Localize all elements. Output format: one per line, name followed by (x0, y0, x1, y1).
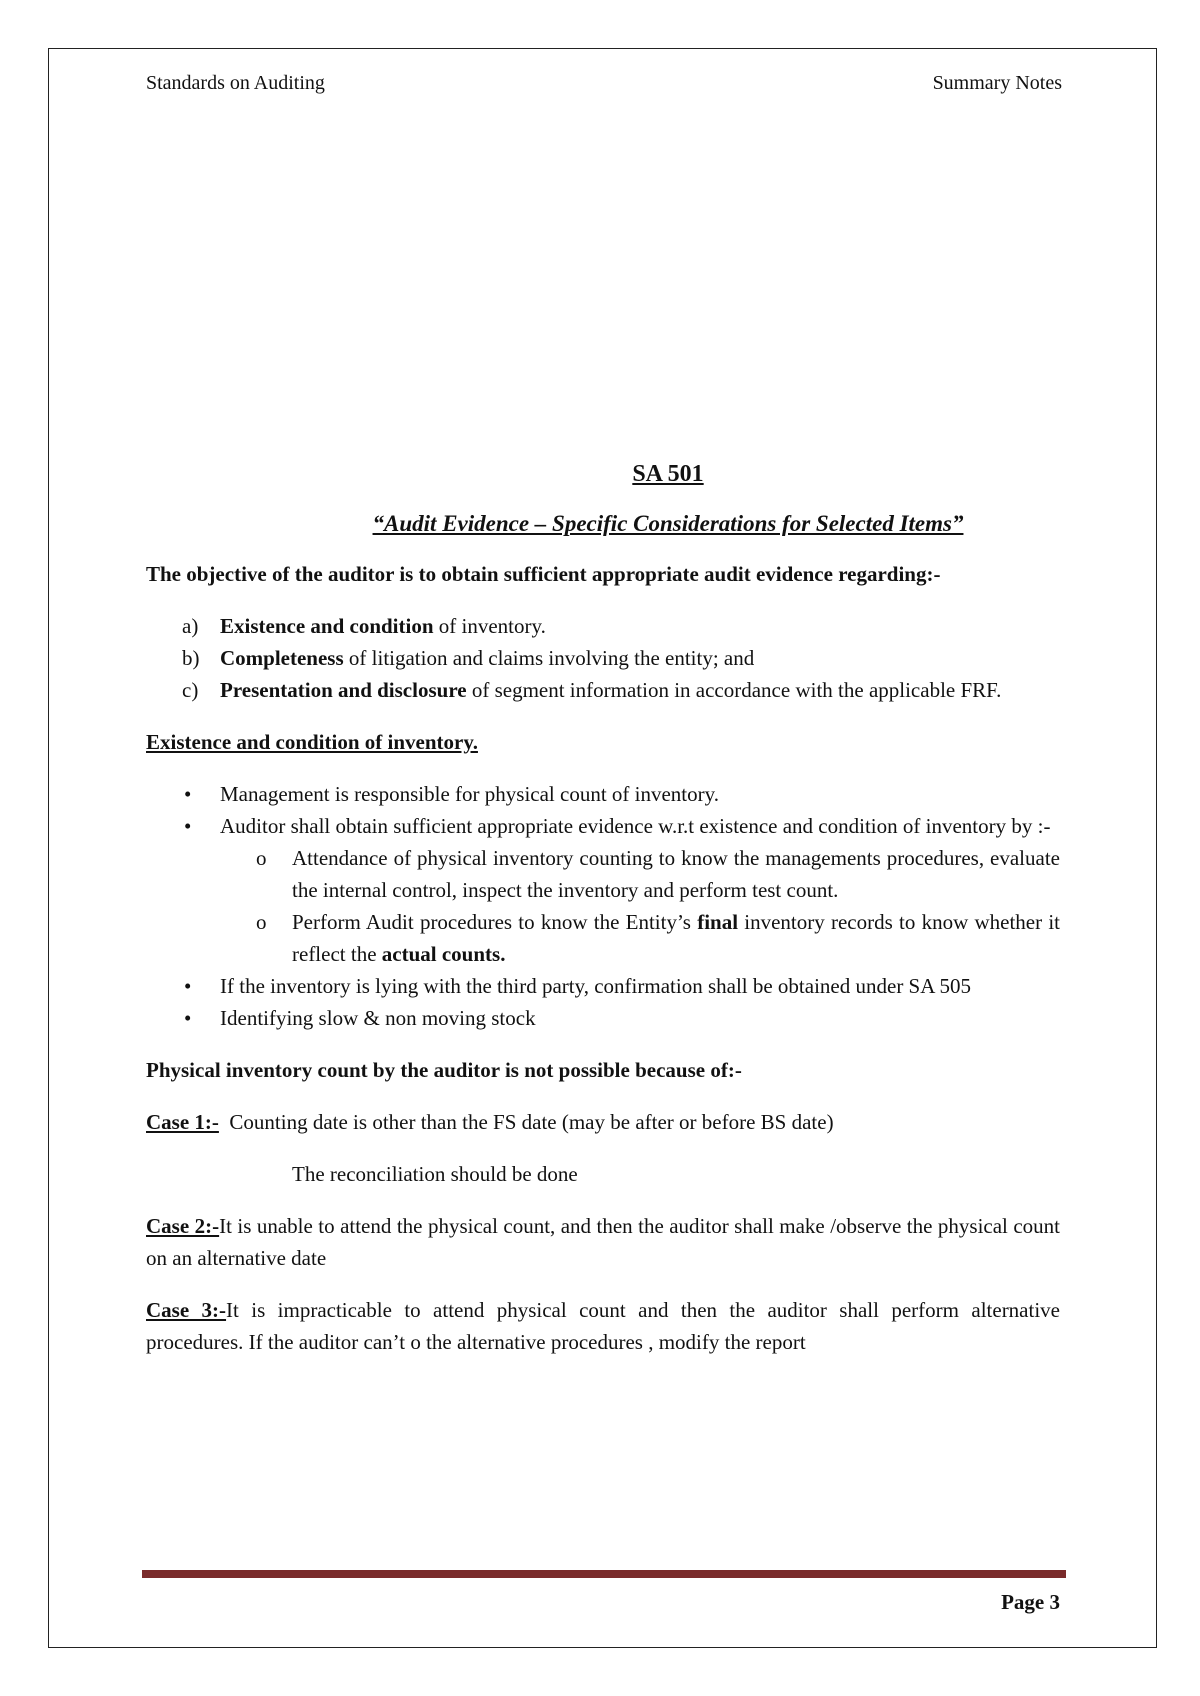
objective-item-a (146, 610, 1060, 642)
circle-bullet-icon: o (256, 846, 267, 870)
objective-bold: Completeness (220, 646, 344, 670)
inventory-bullets (146, 778, 1060, 1034)
objective-bold: Existence and condition (220, 614, 434, 638)
bullet-item (146, 778, 1060, 810)
physical-count-heading-text: Physical inventory count by the auditor is not possible because of:- (146, 1058, 742, 1082)
physical-count-heading (146, 1054, 1060, 1086)
objective-item-b (146, 642, 1060, 674)
emphasis-final: final (697, 910, 739, 934)
list-marker: b) (182, 646, 200, 670)
header-right: Summary Notes (932, 72, 1062, 94)
case-3 (146, 1294, 1060, 1358)
sub-bullet-text: Attendance of physical inventory counting to know the managements procedures, evaluate the internal control, inspect the inventory and perform test count. (292, 846, 1060, 902)
header-left: Standards on Auditing (146, 72, 325, 94)
case-1-note: The reconciliation should be done (292, 1162, 578, 1186)
bullet-icon: • (184, 814, 192, 838)
list-marker: a) (182, 614, 199, 638)
objective-text: of inventory. (433, 614, 546, 638)
case-2-text: It is unable to attend the physical count, and then the auditor shall make /observe the physical count on an alternative date (146, 1214, 1060, 1270)
page-title: SA 501 (632, 461, 704, 487)
objective-bold: Presentation and disclosure (220, 678, 467, 702)
sub-bullet-item (220, 842, 1060, 906)
page-number: Page 3 (1001, 1590, 1060, 1614)
section-heading-inventory: Existence and condition of inventory. (146, 730, 478, 754)
bullet-item (146, 970, 1060, 1002)
bullet-text: Auditor shall obtain sufficient appropriate evidence w.r.t existence and condition of inventory by :- (220, 814, 1051, 838)
case-1-label: Case 1:- (146, 1110, 219, 1134)
objective-statement: The objective of the auditor is to obtain sufficient appropriate audit evidence regarding:- (146, 562, 941, 586)
page-content (146, 458, 1060, 1378)
bullet-item (146, 1002, 1060, 1034)
emphasis-actual-counts: actual counts. (381, 942, 506, 966)
case-3-text: It is impracticable to attend physical count and then the auditor shall perform alternative procedures. If the auditor can’t o the alternative procedures , modify the report (146, 1298, 1060, 1354)
circle-bullet-icon: o (256, 910, 267, 934)
bullet-icon: • (184, 782, 192, 806)
sub-bullets (220, 842, 1060, 970)
objectives-list (146, 610, 1060, 706)
page-subtitle: “Audit Evidence – Specific Considerations for Selected Items” (372, 511, 964, 536)
sub-bullet-item (220, 906, 1060, 970)
bullet-item (146, 810, 1060, 970)
bullet-text: Management is responsible for physical count of inventory. (220, 782, 720, 806)
sub-bullet-text: Perform Audit procedures to know the Entity’s (292, 910, 698, 934)
case-2-label: Case 2:- (146, 1214, 220, 1238)
objective-text: of segment information in accordance with the applicable FRF. (466, 678, 1002, 702)
footer-rule (142, 1570, 1066, 1578)
case-1 (146, 1106, 1060, 1138)
case-2 (146, 1210, 1060, 1274)
list-marker: c) (182, 678, 199, 702)
case-3-label: Case 3:- (146, 1298, 227, 1322)
bullet-icon: • (184, 1006, 192, 1030)
objective-item-c (146, 674, 1060, 706)
bullet-text: If the inventory is lying with the third party, confirmation shall be obtained under SA 505 (220, 974, 971, 998)
objective-text: of litigation and claims involving the entity; and (343, 646, 755, 670)
bullet-icon: • (184, 974, 192, 998)
case-1-text: Counting date is other than the FS date (may be after or before BS date) (218, 1110, 834, 1134)
bullet-text: Identifying slow & non moving stock (220, 1006, 536, 1030)
sub-bullet-text: inventory records to know whether it reflect the (292, 910, 1060, 966)
